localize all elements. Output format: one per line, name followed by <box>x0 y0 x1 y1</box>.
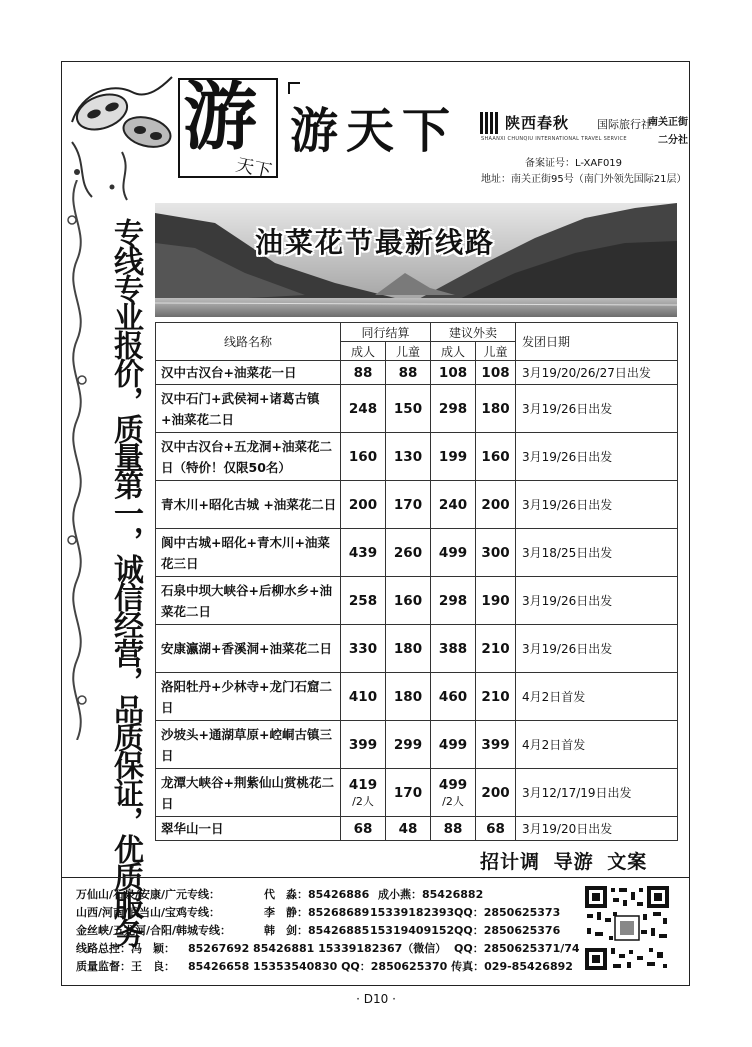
peer-adult-price <box>341 529 386 577</box>
routes-body <box>156 361 678 841</box>
peer-child-price <box>386 385 431 433</box>
retail-adult-price <box>431 385 476 433</box>
retail-child-price-value: 200 <box>481 784 510 801</box>
contact-row <box>76 958 586 976</box>
peer-child-price-value: 130 <box>393 448 423 465</box>
route-row <box>156 385 678 433</box>
route-row <box>156 817 678 841</box>
retail-child-price-value: 190 <box>481 592 510 609</box>
peer-child-price-value: 299 <box>393 736 423 753</box>
contact-row <box>76 886 586 904</box>
peer-adult-price-value: 248 <box>348 400 378 417</box>
route-name <box>156 385 341 433</box>
retail-adult-price <box>431 433 476 481</box>
route-row <box>156 577 678 625</box>
agency-name: 陕西春秋 <box>505 114 570 132</box>
retail-child-price <box>476 721 516 769</box>
peer-child-price <box>386 817 431 841</box>
peer-child-price <box>386 721 431 769</box>
route-row <box>156 673 678 721</box>
contact-phone: 85268689 <box>308 906 370 919</box>
retail-adult-price <box>431 721 476 769</box>
route-name <box>156 481 341 529</box>
contact-phone: 85426658 15353540830 QQ：2850625370 传真：029-85426892 <box>188 960 573 973</box>
contact-label: 线路总控：冯 颖： <box>76 942 175 955</box>
departure-date <box>516 385 678 433</box>
retail-adult-price <box>431 481 476 529</box>
header-peer-child: 儿童 <box>386 342 431 361</box>
retail-adult-price-value: 499 <box>438 776 468 793</box>
route-name-value: 石泉中坝大峡谷+后柳水乡+油菜花二日 <box>161 582 332 619</box>
departure-date-value: 3月18/25日出发 <box>522 546 613 560</box>
divider <box>62 877 689 878</box>
retail-child-price <box>476 385 516 433</box>
departure-date-value: 3月19/26日出发 <box>522 402 613 416</box>
retail-adult-price <box>431 769 476 817</box>
vertical-slogan: 专线专业报价，质量第一，诚信经营，品质保证，优质服务 <box>108 218 143 946</box>
contact-phone: 85426886 <box>308 888 370 901</box>
retail-child-price-value: 68 <box>486 820 505 837</box>
route-name <box>156 817 341 841</box>
route-name-value: 洛阳牡丹+少林寺+龙门石窟二日 <box>161 678 332 715</box>
departure-date <box>516 817 678 841</box>
route-row <box>156 481 678 529</box>
retail-child-price-value: 210 <box>481 640 510 657</box>
peer-child-price-value: 180 <box>393 640 423 657</box>
peer-adult-price-value: 200 <box>348 496 378 513</box>
contact-extra: 15319409152 <box>370 924 455 937</box>
departure-date-value: 3月19/20/26/27日出发 <box>522 366 651 380</box>
agency-type: 国际旅行社 <box>597 118 652 131</box>
departure-date-value: 3月19/26日出发 <box>522 450 613 464</box>
retail-child-price-value: 108 <box>481 364 510 381</box>
peer-child-price <box>386 529 431 577</box>
retail-child-price-value: 399 <box>481 736 510 753</box>
header-retail-price: 建议外卖 <box>431 323 516 342</box>
peer-adult-price-value: 330 <box>348 640 378 657</box>
contact-name: 李 静： <box>264 906 308 919</box>
route-name-value: 翠华山一日 <box>161 821 224 836</box>
agency-english-name: SHAANXI CHUNQIU INTERNATIONAL TRAVEL SERVICE <box>481 136 627 142</box>
peer-adult-price-unit: /2人 <box>352 794 374 808</box>
retail-adult-price <box>431 625 476 673</box>
peer-adult-price <box>341 433 386 481</box>
service-item: 文案 <box>607 851 648 873</box>
peer-child-price <box>386 769 431 817</box>
contact-phone: 85267692 85426881 15339182367（微信） <box>188 942 447 955</box>
peer-adult-price-value: 410 <box>348 688 378 705</box>
peer-child-price <box>386 481 431 529</box>
contact-label: 山西/河南/武当山/宝鸡专线： <box>76 906 221 919</box>
peer-child-price-value: 170 <box>393 784 423 801</box>
route-name <box>156 529 341 577</box>
peer-adult-price-value: 419 <box>348 776 378 793</box>
retail-adult-price-value: 499 <box>438 544 468 561</box>
departure-date-value: 3月19/26日出发 <box>522 642 613 656</box>
route-name <box>156 625 341 673</box>
retail-adult-price-unit: /2人 <box>442 794 464 808</box>
contact-label: 质量监督：王 良： <box>76 960 175 973</box>
retail-child-price <box>476 361 516 385</box>
branch-line-2: 二分社 <box>658 135 688 146</box>
route-name <box>156 433 341 481</box>
contact-qq: QQ：2850625376 <box>454 924 561 937</box>
retail-adult-price-value: 108 <box>438 364 468 381</box>
qr-code-icon <box>583 884 671 972</box>
peer-adult-price-value: 439 <box>348 544 378 561</box>
job-openings <box>480 847 653 874</box>
page-number: · D10 · <box>356 992 396 1006</box>
retail-child-price <box>476 529 516 577</box>
peer-adult-price <box>341 577 386 625</box>
retail-adult-price <box>431 673 476 721</box>
retail-adult-price <box>431 577 476 625</box>
retail-adult-price-value: 499 <box>438 736 468 753</box>
departure-date <box>516 577 678 625</box>
contact-phone: 85426885 <box>308 924 370 937</box>
contact-name: 代 淼： <box>264 888 308 901</box>
peer-adult-price <box>341 385 386 433</box>
peer-child-price-value: 260 <box>393 544 423 561</box>
header-peer-adult: 成人 <box>341 342 386 361</box>
departure-date-value: 4月2日首发 <box>522 738 586 752</box>
route-name-value: 汉中古汉台+五龙洞+油菜花二日（特价！仅限50名） <box>161 438 332 475</box>
departure-date-value: 4月2日首发 <box>522 690 586 704</box>
branch-line-1: 南关正街 <box>648 117 688 128</box>
contact-name: 韩 剑： <box>264 924 308 937</box>
contact-label: 金丝峡/五龙河/合阳/韩城专线： <box>76 924 232 937</box>
retail-child-price <box>476 577 516 625</box>
peer-adult-price <box>341 817 386 841</box>
logo-brush-character: 游 <box>183 74 257 160</box>
peer-child-price-value: 170 <box>393 496 423 513</box>
service-item: 招计调 <box>480 851 541 873</box>
retail-child-price-value: 210 <box>481 688 510 705</box>
peer-adult-price <box>341 721 386 769</box>
agency-logo-icon <box>480 112 500 134</box>
retail-child-price-value: 200 <box>481 496 510 513</box>
retail-adult-price <box>431 361 476 385</box>
route-name <box>156 361 341 385</box>
retail-child-price <box>476 673 516 721</box>
branch-label <box>644 114 688 150</box>
peer-adult-price <box>341 361 386 385</box>
peer-child-price-value: 48 <box>398 820 418 837</box>
peer-child-price <box>386 361 431 385</box>
peer-child-price-value: 150 <box>393 400 423 417</box>
route-row <box>156 769 678 817</box>
peer-child-price-value: 180 <box>393 688 423 705</box>
route-name-value: 青木川+昭化古城 +油菜花二日 <box>161 497 337 512</box>
license-number: 备案证号：L-XAF019 <box>525 158 623 169</box>
departure-date <box>516 361 678 385</box>
page-title: 游天下 <box>290 103 459 159</box>
route-name-value: 阆中古城+昭化+青木川+油菜花三日 <box>161 534 330 571</box>
peer-adult-price-value: 68 <box>353 820 373 837</box>
route-row <box>156 625 678 673</box>
peer-child-price-value: 88 <box>398 364 418 381</box>
header-retail-adult: 成人 <box>431 342 476 361</box>
retail-adult-price-value: 298 <box>438 400 468 417</box>
service-item: 导游 <box>553 851 594 873</box>
retail-adult-price <box>431 529 476 577</box>
peer-adult-price-value: 88 <box>353 364 373 381</box>
route-name <box>156 769 341 817</box>
route-name-value: 沙坡头+通湖草原+崆峒古镇三日 <box>161 726 332 763</box>
retail-adult-price <box>431 817 476 841</box>
contact-row <box>76 922 586 940</box>
banner-image <box>155 203 677 317</box>
retail-child-price <box>476 817 516 841</box>
route-row <box>156 529 678 577</box>
contact-extra: 成小燕：85426882 <box>378 888 484 901</box>
route-name <box>156 673 341 721</box>
contact-row <box>76 904 586 922</box>
retail-adult-price-value: 240 <box>438 496 468 513</box>
retail-adult-price-value: 388 <box>438 640 468 657</box>
retail-adult-price-value: 88 <box>443 820 463 837</box>
departure-date-value: 3月19/26日出发 <box>522 498 613 512</box>
departure-date <box>516 769 678 817</box>
contact-qq: QQ：2850625371/74 <box>454 942 580 955</box>
logo-brush-subtitle: 天下 <box>233 154 274 183</box>
peer-child-price <box>386 625 431 673</box>
header-retail-child: 儿童 <box>476 342 516 361</box>
peer-adult-price <box>341 625 386 673</box>
contact-extra: 15339182393 <box>370 906 455 919</box>
peer-adult-price <box>341 481 386 529</box>
route-name-value: 汉中古汉台+油菜花一日 <box>161 365 297 380</box>
departure-date <box>516 481 678 529</box>
retail-child-price-value: 160 <box>481 448 510 465</box>
header-route-name: 线路名称 <box>156 323 341 361</box>
retail-child-price-value: 300 <box>481 544 510 561</box>
retail-child-price-value: 180 <box>481 400 510 417</box>
retail-adult-price-value: 460 <box>438 688 468 705</box>
route-name <box>156 577 341 625</box>
peer-adult-price <box>341 673 386 721</box>
departure-date <box>516 625 678 673</box>
route-name-value: 龙潭大峡谷+荆紫仙山赏桃花二日 <box>161 774 334 811</box>
peer-child-price <box>386 577 431 625</box>
peer-child-price-value: 160 <box>393 592 423 609</box>
header-departure-date: 发团日期 <box>516 323 678 361</box>
departure-date-value: 3月19/26日出发 <box>522 594 613 608</box>
peer-child-price <box>386 673 431 721</box>
retail-child-price <box>476 769 516 817</box>
retail-child-price <box>476 433 516 481</box>
route-row <box>156 721 678 769</box>
peer-adult-price <box>341 769 386 817</box>
retail-child-price <box>476 481 516 529</box>
route-row <box>156 361 678 385</box>
route-name <box>156 721 341 769</box>
retail-child-price <box>476 625 516 673</box>
departure-date-value: 3月12/17/19日出发 <box>522 786 632 800</box>
contact-label: 万仙山/石泉/安康/广元专线： <box>76 888 221 901</box>
peer-adult-price-value: 160 <box>348 448 378 465</box>
route-row <box>156 433 678 481</box>
route-name-value: 汉中石门+武侯祠+诸葛古镇+油菜花二日 <box>161 390 320 427</box>
departure-date <box>516 721 678 769</box>
departure-date <box>516 529 678 577</box>
departure-date-value: 3月19/20日出发 <box>522 822 613 836</box>
routes-table <box>155 322 678 841</box>
address: 地址：南关正街95号（南门外领先国际21层） <box>481 174 687 185</box>
banner-title: 油菜花节最新线路 <box>255 226 496 259</box>
contact-list <box>76 886 586 976</box>
route-name-value: 安康瀛湖+香溪洞+油菜花二日 <box>161 641 332 656</box>
peer-adult-price-value: 399 <box>348 736 378 753</box>
departure-date <box>516 673 678 721</box>
peer-adult-price-value: 258 <box>348 592 378 609</box>
header-peer-settlement: 同行结算 <box>341 323 431 342</box>
departure-date <box>516 433 678 481</box>
retail-adult-price-value: 199 <box>438 448 468 465</box>
contact-row <box>76 940 586 958</box>
peer-child-price <box>386 433 431 481</box>
contact-qq: QQ：2850625373 <box>454 906 561 919</box>
retail-adult-price-value: 298 <box>438 592 468 609</box>
